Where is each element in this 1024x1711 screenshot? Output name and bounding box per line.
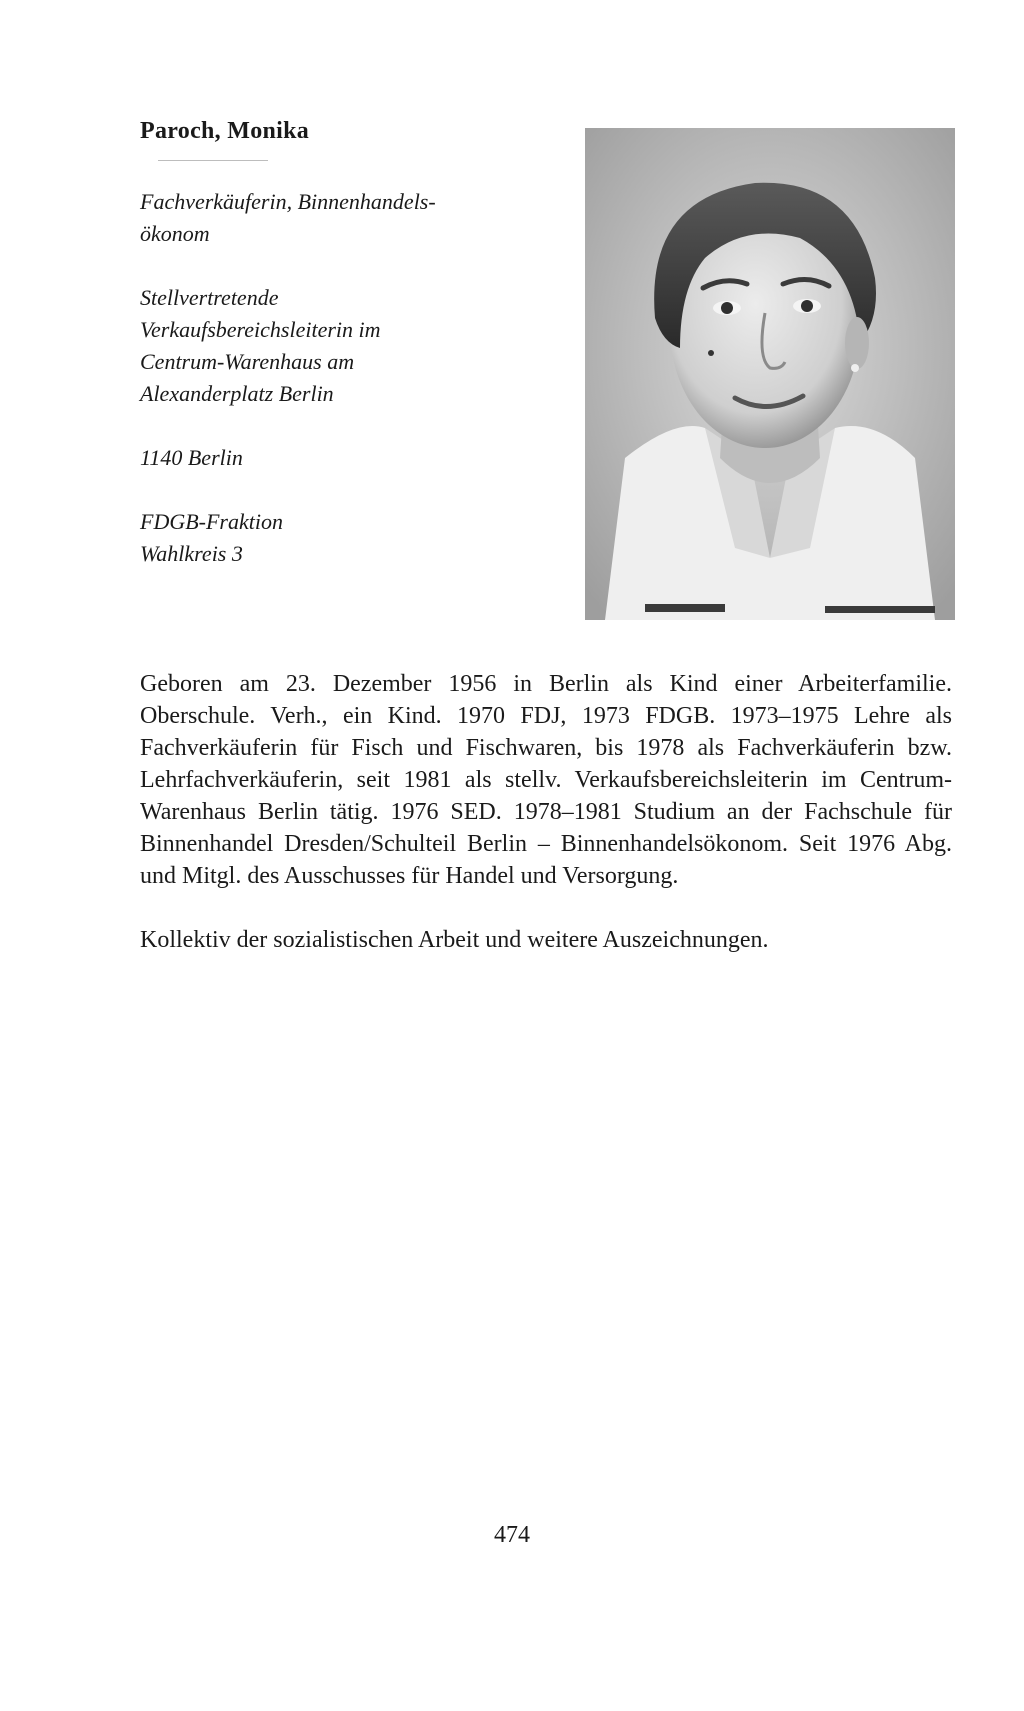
position-line: Verkaufsbereichsleiterin im	[140, 317, 381, 342]
entry-name: Paroch, Monika	[140, 118, 310, 144]
biography-text: Geboren am 23. Dezember 1956 in Berlin als Kind einer Arbeiterfamilie. Oberschule. Verh., ein Kind. 1970 FDJ, 1973 FDGB. 1973–1975 Lehre als Fachverkäuferin für Fisch und Fischwaren, bis 1978 als Fachverkäuferin bzw. Lehrfachverkäuferin, seit 1981 als stellv. Verkaufsbereichsleiterin im Centrum-Warenhaus Berlin tätig. 1976 SED. 1978–1981 Studium an der Fachschule für Binnenhandel Dresden/Schulteil Berlin – Binnenhandelsökonom. Seit 1976 Abg. und Mitgl. des Ausschusses für Handel und Versorgung.	[140, 671, 952, 889]
position-line: Alexanderplatz Berlin	[140, 381, 334, 406]
residence-block	[140, 442, 500, 474]
parliament-block	[140, 506, 500, 570]
portrait-photo	[585, 128, 955, 620]
residence-line: 1140 Berlin	[140, 445, 243, 470]
profession-line: ökonom	[140, 221, 210, 246]
profession-block	[140, 186, 500, 250]
page-number: 474	[494, 1522, 530, 1548]
position-line: Centrum-Warenhaus am	[140, 349, 355, 374]
position-line: Stellvertretende	[140, 285, 279, 310]
constituency-line: Wahlkreis 3	[140, 541, 243, 566]
name-underline	[158, 160, 268, 161]
entry-info	[140, 186, 500, 602]
profession-line: Fachverkäuferin, Binnenhandels-	[140, 189, 436, 214]
awards-text: Kollektiv der sozialistischen Arbeit und weitere Auszeichnungen.	[140, 927, 769, 953]
position-block	[140, 282, 500, 410]
portrait-image	[585, 128, 955, 620]
faction-line: FDGB-Fraktion	[140, 509, 283, 534]
